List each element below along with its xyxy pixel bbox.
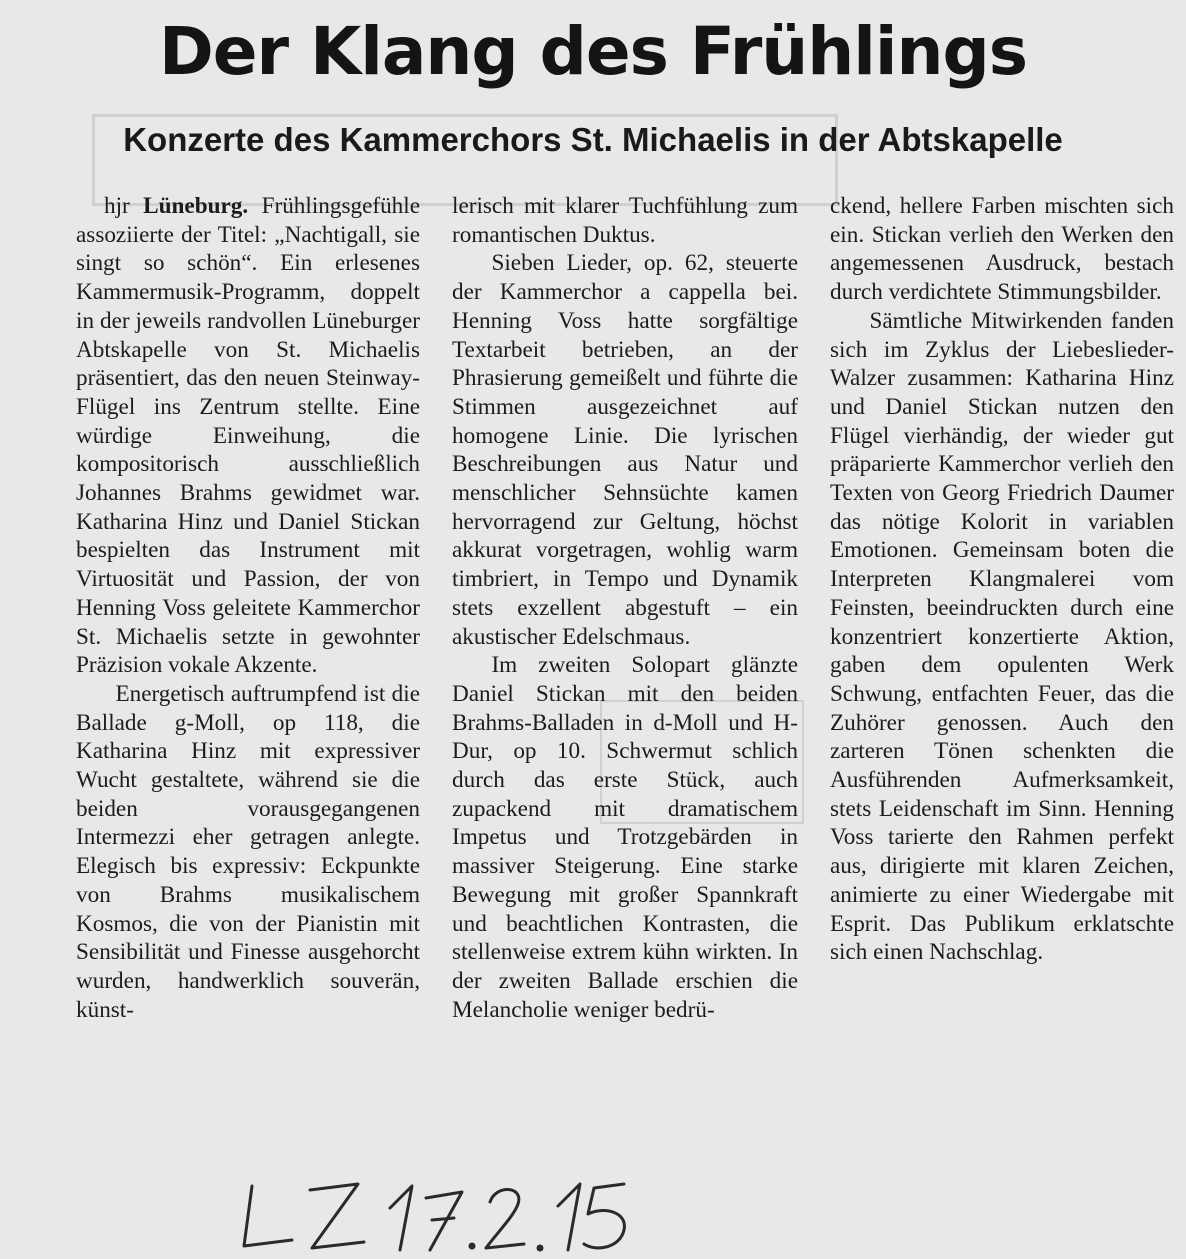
- article-paragraph: Im zweiten Solopart glänzte Daniel Stickan mit den beiden Brahms-Balladen in d-Moll und H-Dur, op 10. Schwermut schlich durch das erste Stück, auch zupackend mit dramatischem Impetus und Trotzgebärden in massiver Steigerung. Eine starke Bewegung mit großer Spannkraft und beachtlichen Kontrasten, die stellenweise extrem kühn wirkten. In der zweiten Ballade erschien die Melancholie weniger bedrü-: [452, 652, 798, 1023]
- article-paragraph: lerisch mit klarer Tuchfühlung zum romantischen Duktus.: [452, 193, 798, 248]
- dateline: Lüneburg.: [143, 193, 249, 219]
- handwritten-source-note: [240, 1168, 840, 1258]
- paragraph-text: Frühlingsgefühle assoziierte der Titel: „Nachtigall, sie singt so schön“. Ein erlesenes Kammermusik-Programm, doppelt in der jeweils randvollen Lüneburger Abtskapelle von St. Michaelis präsentiert, das den neuen Steinway-Flügel ins Zentrum stellte. Eine würdige Einweihung, die kompositorisch ausschließlich Johannes Brahms gewidmet war. Katharina Hinz und Daniel Stickan bespielten das Instrument mit Virtuosität und Passion, der von Henning Voss geleitete Kammerchor St. Michaelis setzte in gewohnter Präzision vokale Akzente.: [76, 193, 421, 679]
- article-column-3: [830, 192, 1174, 967]
- article-paragraph: ckend, hellere Farben mischten sich ein. Stickan verlieh den Werken den angemessenen Ausdruck, bestach durch verdichtete Stimmungsbilder.: [830, 193, 1174, 306]
- article-paragraph: [76, 192, 420, 680]
- article-paragraph: Sieben Lieder, op. 62, steuerte der Kammerchor a cappella bei. Henning Voss hatte sorgfältige Textarbeit betrieben, an der Phrasierung gemeißelt und führte die Stimmen ausgezeichnet auf homogene Linie. Die lyrischen Beschreibungen aus Natur und menschlicher Sehnsüchte kamen hervorragend zur Geltung, höchst akkurat vorgetragen, wohlig warm timbriert, in Tempo und Dynamik stets exzellent abgestuft – ein akustischer Edelschmaus.: [452, 250, 798, 650]
- article-column-2: [452, 192, 798, 1024]
- article-paragraph: Energetisch auftrumpfend ist die Ballade g-Moll, op 118, die Katharina Hinz mit expressiver Wucht gestaltete, während sie die beiden vorausgegangenen Intermezzi eher getragen anlegte. Elegisch bis expressiv: Eckpunkte von Brahms musikalischem Kosmos, die von der Pianistin mit Sensibilität und Finesse ausgehorcht wurden, handwerklich souverän, künst-: [76, 680, 420, 1023]
- author-initials: hjr: [104, 193, 130, 219]
- article-column-1: [76, 192, 420, 1024]
- article-subheadline: Konzerte des Kammerchors St. Michaelis in der Abtskapelle: [123, 121, 1063, 158]
- article-headline: Der Klang des Frühlings: [159, 13, 1027, 90]
- article-paragraph: Sämtliche Mitwirkenden fanden sich im Zyklus der Liebeslieder-Walzer zusammen: Katharina Hinz und Daniel Stickan nutzen den Flügel vierhändig, der wieder gut präparierte Kammerchor verlieh den Texten von Georg Friedrich Daumer das nötige Kolorit in variablen Emotionen. Gemeinsam boten die Interpreten Klangmalerei vom Feinsten, beeindruckten durch eine konzentriert konzertierte Aktion, gaben dem opulenten Werk Schwung, entfachten Feuer, das die Zuhörer genossen. Auch den zarteren Tönen schenkten die Ausführenden Aufmerksamkeit, stets Leidenschaft im Sinn. Henning Voss tarierte den Rahmen perfekt aus, dirigierte mit klaren Zeichen, animierte zu einer Wiedergabe mit Esprit. Das Publikum erklatschte sich einen Nachschlag.: [830, 307, 1174, 966]
